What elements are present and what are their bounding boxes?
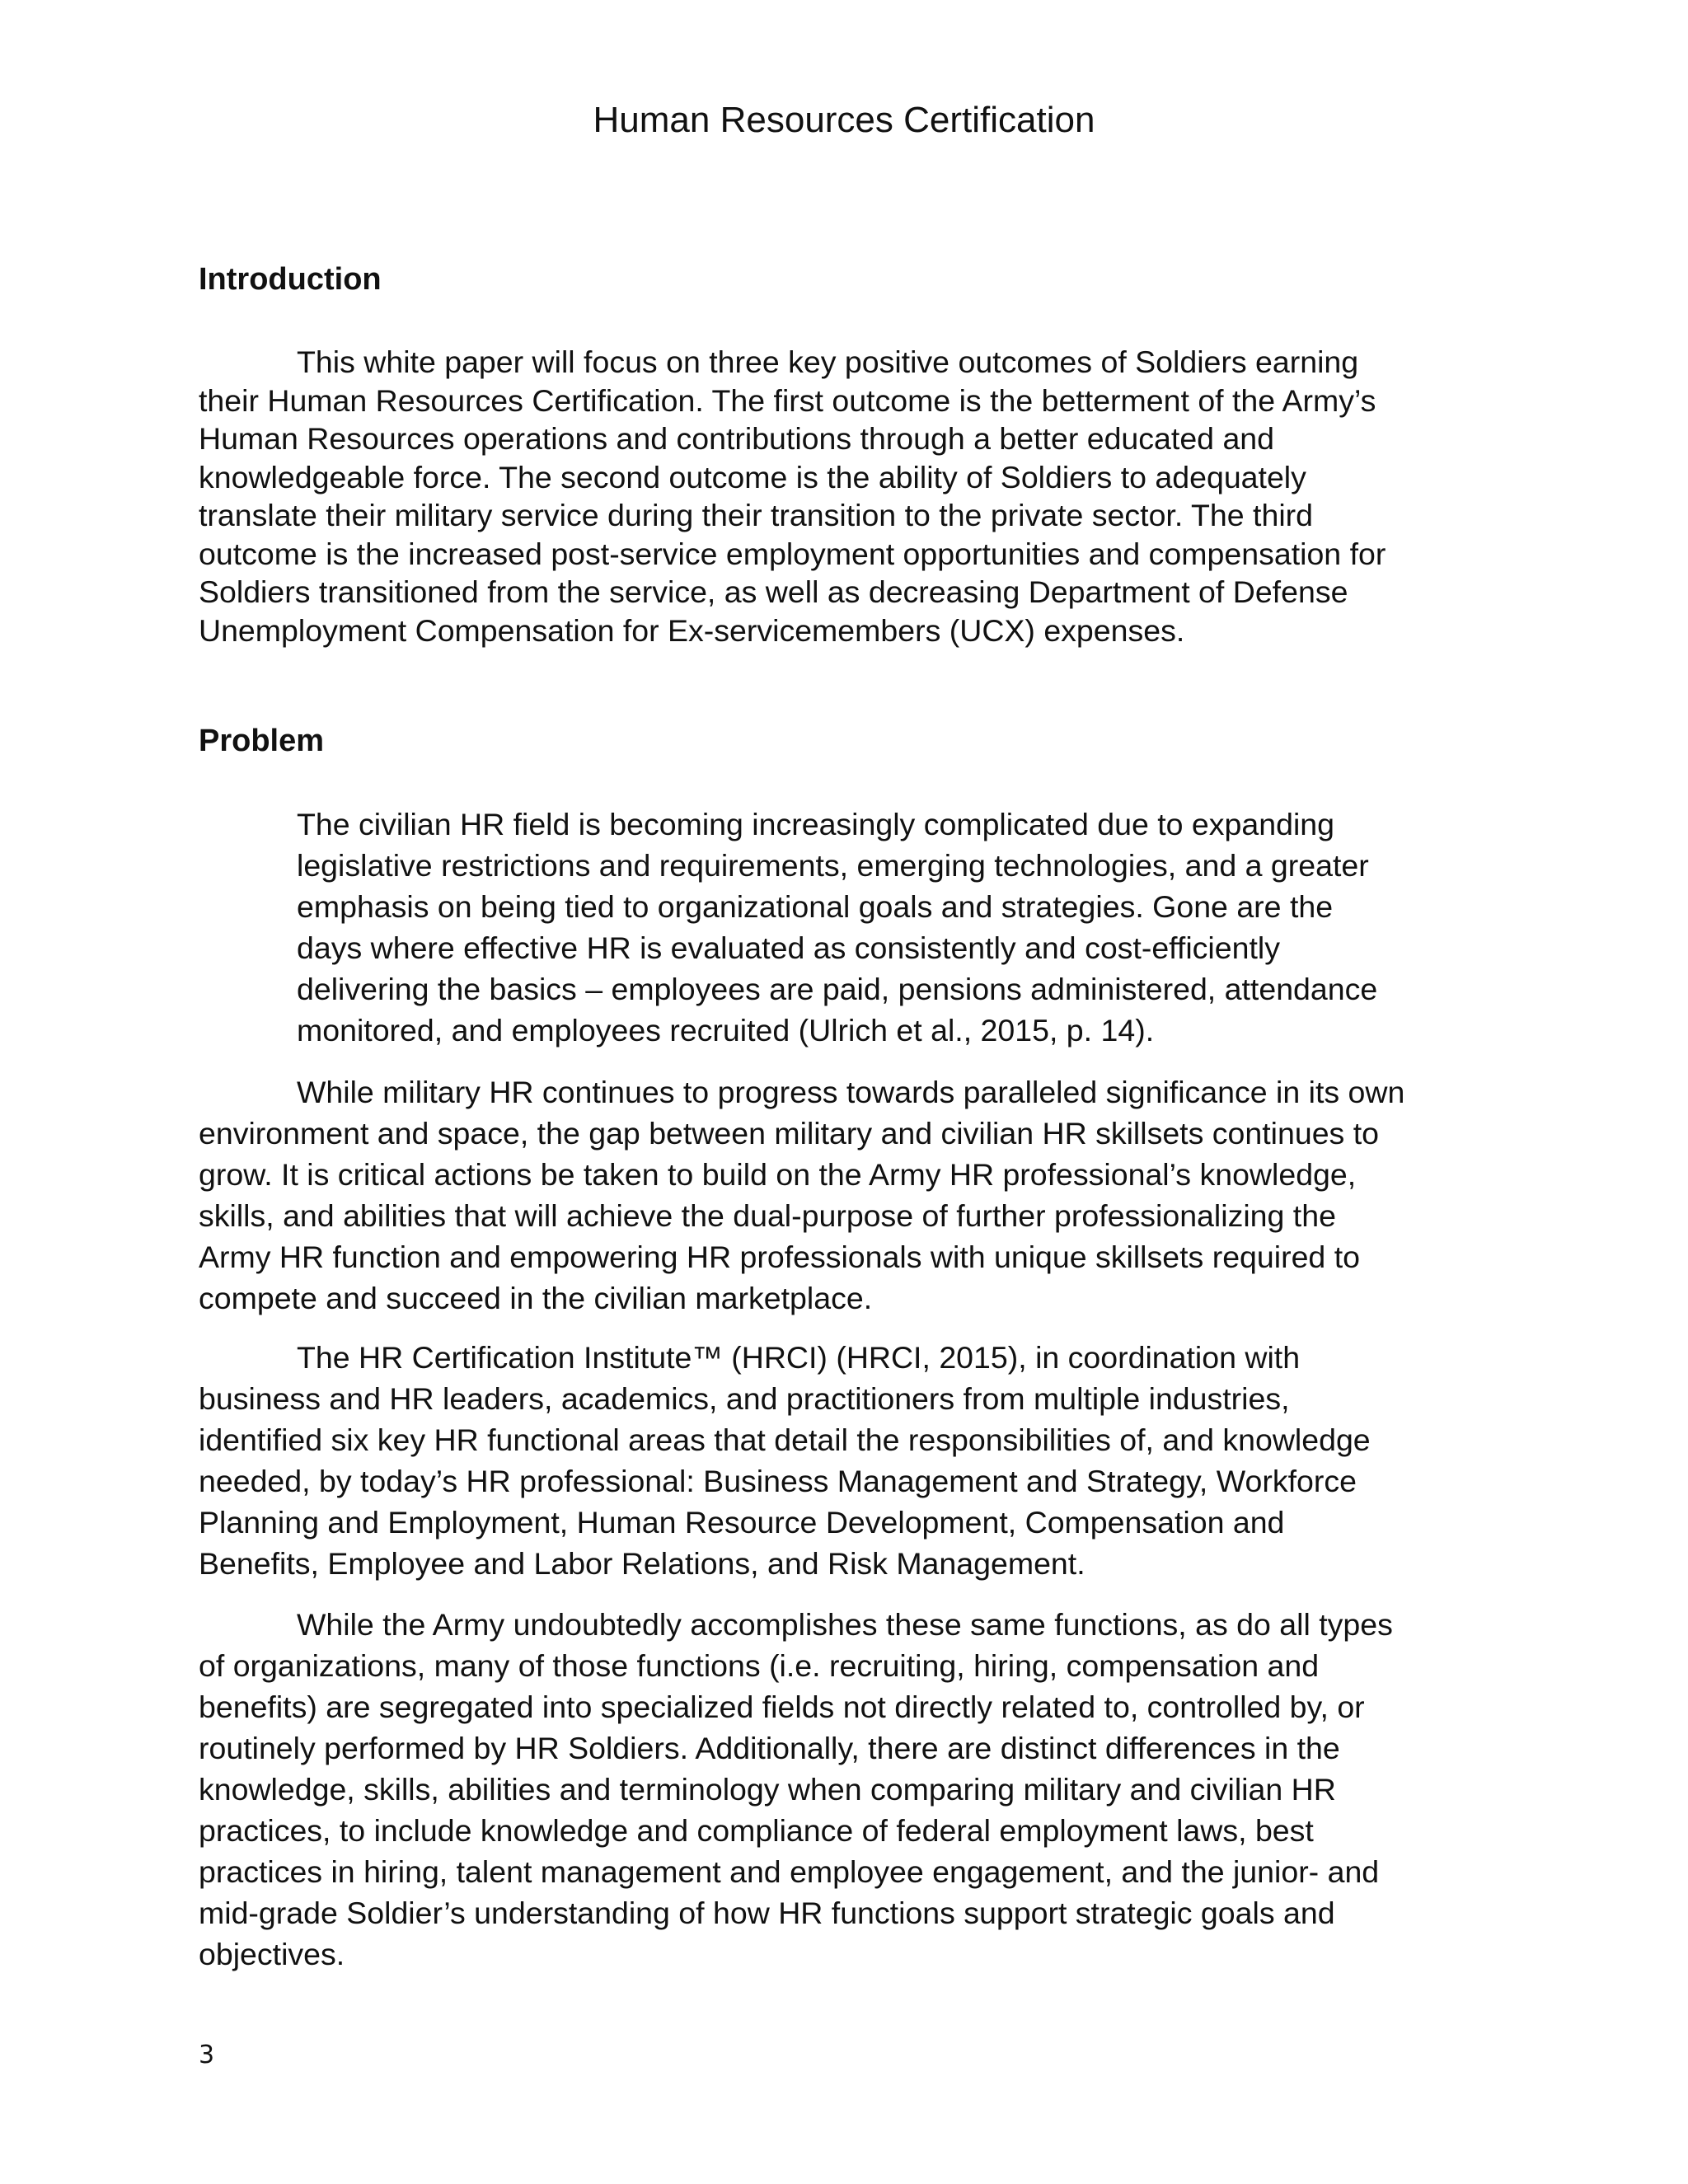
text-line: mid-grade Soldier’s understanding of how HR functions support strategic goals and: [199, 1896, 1335, 1930]
text-line: outcome is the increased post-service employment opportunities and compensation for: [199, 536, 1386, 571]
text-line: Unemployment Compensation for Ex-servicemembers (UCX) expenses.: [199, 612, 1185, 648]
text-line: Human Resources operations and contributions through a better educated and: [199, 421, 1275, 456]
text-line: business and HR leaders, academics, and practitioners from multiple industries,: [199, 1381, 1290, 1416]
text-line: needed, by today’s HR professional: Business Management and Strategy, Workforce: [199, 1464, 1357, 1498]
text-line: translate their military service during their transition to the private sector. The third: [199, 498, 1313, 532]
text-line: monitored, and employees recruited (Ulrich et al., 2015, p. 14).: [297, 1013, 1155, 1047]
text-line: This white paper will focus on three key positive outcomes of Soldiers earning: [297, 344, 1359, 379]
problem-block-quote: [199, 804, 1493, 1051]
text-line: Planning and Employment, Human Resource Development, Compensation and: [199, 1505, 1285, 1540]
paragraph-text: [199, 1071, 1493, 1319]
problem-paragraph-1: [199, 1071, 1493, 1319]
text-line: Benefits, Employee and Labor Relations, and Risk Management.: [199, 1546, 1085, 1581]
text-line: their Human Resources Certification. The first outcome is the betterment of the Army’s: [199, 382, 1376, 418]
text-line: The civilian HR field is becoming increasingly complicated due to expanding: [297, 807, 1334, 841]
text-line: delivering the basics – employees are paid, pensions administered, attendance: [297, 972, 1378, 1006]
text-line: benefits) are segregated into specialized fields not directly related to, controlled by, or: [199, 1690, 1365, 1724]
running-header: Human Resources Certification: [593, 100, 1095, 140]
text-line: routinely performed by HR Soldiers. Additionally, there are distinct differences in the: [199, 1731, 1340, 1765]
text-line: environment and space, the gap between military and civilian HR skillsets continues to: [199, 1116, 1379, 1151]
text-line: skills, and abilities that will achieve the dual-purpose of further professionalizing the: [199, 1198, 1336, 1233]
problem-paragraph-2: [199, 1337, 1493, 1584]
text-line: While military HR continues to progress towards paralleled significance in its own: [297, 1075, 1405, 1109]
problem-heading: Problem: [199, 724, 325, 758]
block-quote-text: [199, 804, 1493, 1051]
introduction-paragraph: [199, 343, 1493, 649]
text-line: legislative restrictions and requirements, emerging technologies, and a greater: [297, 848, 1369, 883]
paragraph-text: [199, 1604, 1493, 1975]
text-line: The HR Certification Institute™ (HRCI) (HRCI, 2015), in coordination with: [297, 1340, 1301, 1375]
text-line: compete and succeed in the civilian marketplace.: [199, 1281, 873, 1315]
text-line: practices in hiring, talent management and employee engagement, and the junior- and: [199, 1854, 1380, 1889]
text-line: practices, to include knowledge and compliance of federal employment laws, best: [199, 1813, 1314, 1848]
text-line: grow. It is critical actions be taken to build on the Army HR professional’s knowledge,: [199, 1157, 1357, 1192]
page-number: 3: [199, 2041, 215, 2069]
text-line: of organizations, many of those functions (i.e. recruiting, hiring, compensation and: [199, 1648, 1320, 1683]
text-line: days where effective HR is evaluated as consistently and cost-efficiently: [297, 930, 1280, 965]
introduction-section: [199, 260, 1493, 298]
introduction-heading: Introduction: [199, 262, 382, 297]
text-line: Soldiers transitioned from the service, as well as decreasing Department of Defense: [199, 574, 1348, 609]
problem-paragraph-3: [199, 1604, 1493, 1975]
problem-section: [199, 722, 1493, 760]
text-line: knowledgeable force. The second outcome is the ability of Soldiers to adequately: [199, 459, 1306, 494]
text-line: knowledge, skills, abilities and terminology when comparing military and civilian HR: [199, 1772, 1336, 1807]
introduction-text: [199, 343, 1493, 649]
paragraph-text: [199, 1337, 1493, 1584]
text-line: objectives.: [199, 1937, 345, 1971]
text-line: identified six key HR functional areas that detail the responsibilities of, and knowledge: [199, 1422, 1371, 1457]
text-line: emphasis on being tied to organizational goals and strategies. Gone are the: [297, 889, 1334, 924]
text-line: While the Army undoubtedly accomplishes these same functions, as do all types: [297, 1607, 1393, 1642]
text-line: Army HR function and empowering HR professionals with unique skillsets required to: [199, 1240, 1360, 1274]
